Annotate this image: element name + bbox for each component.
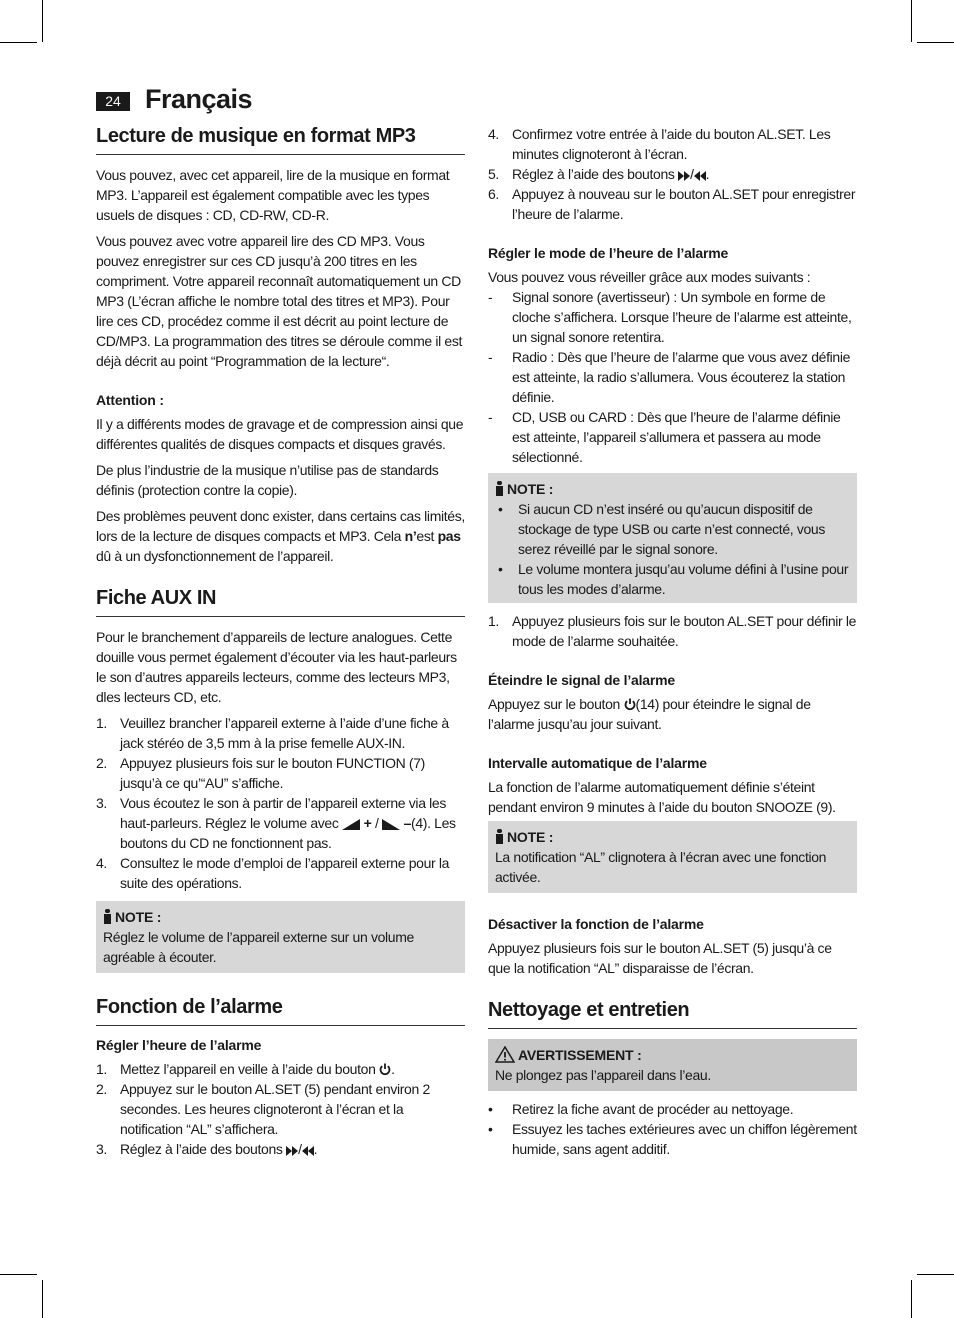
item-text: (4). Les boutons du CD ne fonctionnent pas. <box>120 815 456 851</box>
paragraph: La fonction de l’alarme automatiquement définie s’éteint pendant environ 9 minutes à l’aide du bouton SNOOZE (9). <box>488 779 836 815</box>
bullet: • <box>498 501 503 517</box>
item-text: Appuyez sur le bouton AL.SET (5) pendant environ 2 secondes. Les heures clignoteront à l’écran et la notification “AL” s’affichera. <box>120 1081 430 1137</box>
item-number: 6. <box>488 186 499 202</box>
text: / <box>371 815 383 831</box>
language-heading: Français <box>145 84 253 114</box>
note-box <box>488 473 857 603</box>
item-text: Vous écoutez le son à partir de l’appareil externe via les haut-parleurs. Réglez le volume avec <box>120 795 447 831</box>
paragraph: Vous pouvez vous réveiller grâce aux modes suivants : <box>488 269 811 285</box>
bullet: • <box>488 1121 493 1137</box>
crop-mark <box>0 42 37 43</box>
text: est <box>416 528 438 544</box>
item-text: Consultez le mode d’emploi de l’appareil externe pour la suite des opérations. <box>120 855 450 891</box>
dash-marker: - <box>488 289 493 305</box>
crop-mark <box>42 1280 43 1318</box>
subsection-title: Intervalle automatique de l’alarme <box>488 755 707 771</box>
list-item <box>488 611 857 651</box>
list-item <box>96 713 465 753</box>
list-item <box>96 753 465 793</box>
text: (14) pour éteindre le signal de l’alarme jusqu’au jour suivant. <box>488 696 811 732</box>
crop-mark <box>911 0 912 42</box>
list-item <box>495 559 850 599</box>
alarm-steps-continued <box>488 124 857 224</box>
crop-mark <box>0 1274 37 1275</box>
list-item: 5. Réglez à l’aide des boutons / . <box>488 166 710 182</box>
list-item <box>488 124 857 164</box>
power-icon <box>379 1063 391 1076</box>
item-text: Appuyez à nouveau sur le bouton AL.SET pour enregistrer l’heure de l’alarme. <box>512 186 856 222</box>
paragraph: De plus l’industrie de la musique n’utilise pas de standards définis (protection contre la copie). <box>96 462 439 498</box>
crop-mark <box>911 1280 912 1318</box>
list-item <box>96 1059 465 1079</box>
list-item <box>495 499 850 559</box>
item-text: Confirmez votre entrée à l’aide du bouton AL.SET. Les minutes clignoteront à l’écran. <box>512 126 831 162</box>
crop-mark <box>42 0 43 42</box>
text-bold: – <box>403 815 412 831</box>
text: . <box>313 1141 318 1157</box>
bullet: • <box>498 561 503 577</box>
warning-box <box>488 1039 857 1091</box>
warning-title-text: AVERTISSEMENT : <box>518 1047 642 1063</box>
item-number: 4. <box>488 126 499 142</box>
warning-title <box>495 1045 850 1065</box>
paragraph <box>488 694 857 734</box>
item-number: 1. <box>96 1061 107 1077</box>
fast-forward-icon <box>678 171 690 181</box>
list-item: 3. Réglez à l’aide des boutons / . <box>96 1141 318 1157</box>
note-box <box>488 821 857 893</box>
item-number: 5. <box>488 166 499 182</box>
volume-down-icon <box>382 819 400 830</box>
note-title <box>103 907 458 927</box>
dash-marker: - <box>488 349 493 365</box>
rewind-icon <box>694 171 706 181</box>
subsection-title: Régler l’heure de l’alarme <box>96 1037 262 1053</box>
list-item <box>488 347 857 407</box>
paragraph: Vous pouvez, avec cet appareil, lire de la musique en format MP3. L’appareil est également compatible avec les types usuels de disques : CD, CD-RW, CD-R. <box>96 167 450 223</box>
text: . <box>391 1061 395 1077</box>
section-title-alarm: Fonction de l’alarme <box>96 995 465 1026</box>
subsection-title: Régler le mode de l’heure de l’alarme <box>488 245 729 261</box>
item-number: 4. <box>96 855 107 871</box>
paragraph: Vous pouvez avec votre appareil lire des CD MP3. Vous pouvez enregistrer sur ces CD jusqu’à 200 titres en les compriment. Votre appareil reconnaît automatiquement un CD MP3 (L’écran affiche le nombre total des titres et MP3). Pour lire ces CD, procédez comme il est décrit au point lecture de CD/MP3. La programmation des titres se déroule comme il est déjà décrit au point “Programmation de la lecture“. <box>96 233 463 369</box>
item-text: Mettez l’appareil en veille à l’aide du bouton <box>120 1061 380 1077</box>
note-text: La notification “AL” clignotera à l’écran avec une fonction activée. <box>495 849 827 885</box>
alarm-steps <box>96 1059 465 1159</box>
item-number: 1. <box>96 715 107 731</box>
text: Des problèmes peuvent donc exister, dans certains cas limités, lors de la lecture de disques compacts et MP3. Cela <box>96 508 465 544</box>
info-icon <box>103 909 112 924</box>
mode-steps <box>488 611 857 651</box>
text: . <box>705 166 710 182</box>
item-text: Si aucun CD n’est inséré ou qu’aucun dispositif de stockage de type USB ou carte n’est connecté, vous serez réveillé par le signal sonore. <box>518 501 826 557</box>
list-item <box>488 287 857 347</box>
subsection-title: Désactiver la fonction de l’alarme <box>488 916 704 932</box>
item-text: Le volume montera jusqu’au volume défini à l’usine pour tous les modes d’alarme. <box>518 561 849 597</box>
note-title-text: NOTE : <box>507 829 554 845</box>
left-column <box>96 124 465 1165</box>
note-title <box>495 479 850 499</box>
item-number: 2. <box>96 755 107 771</box>
warning-triangle-icon <box>495 1046 515 1063</box>
text: Appuyez sur le bouton <box>488 696 624 712</box>
warning-text: Ne plongez pas l’appareil dans l’eau. <box>495 1067 711 1083</box>
item-text: Réglez à l’aide des boutons <box>512 166 679 182</box>
mode-list <box>488 287 857 467</box>
paragraph: Appuyez plusieurs fois sur le bouton AL.SET (5) jusqu’à ce que la notification “AL” disparaisse de l’écran. <box>488 940 832 976</box>
page-number: 24 <box>96 92 130 111</box>
text: dû à un dysfonctionnement de l’appareil. <box>96 548 334 564</box>
fast-forward-icon <box>286 1146 298 1156</box>
item-text: Réglez à l’aide des boutons <box>120 1141 287 1157</box>
section-title-mp3: Lecture de musique en format MP3 <box>96 124 465 155</box>
list-item <box>488 184 857 224</box>
list-item <box>96 793 465 853</box>
info-icon <box>495 481 504 496</box>
note-text: Réglez le volume de l’appareil externe sur un volume agréable à écouter. <box>103 929 414 965</box>
item-text: Radio : Dès que l’heure de l’alarme que vous avez définie est atteinte, la radio s’allumera. Vous écouterez la station définie. <box>512 349 851 405</box>
item-number: 2. <box>96 1081 107 1097</box>
bullet: • <box>488 1101 493 1117</box>
text-bold: n’ <box>404 528 417 544</box>
right-column <box>488 124 857 1165</box>
text-bold: + <box>363 815 372 831</box>
aux-steps <box>96 713 465 893</box>
rewind-icon <box>302 1146 314 1156</box>
item-text: Retirez la fiche avant de procéder au nettoyage. <box>512 1101 794 1117</box>
list-item <box>488 1119 857 1159</box>
paragraph: Il y a différents modes de gravage et de compression ainsi que différentes qualités de disques compacts et disques gravés. <box>96 416 464 452</box>
info-icon <box>495 829 504 844</box>
crop-mark <box>917 1274 954 1275</box>
list-item <box>96 1079 465 1139</box>
paragraph <box>96 506 465 566</box>
item-text: Veuillez brancher l’appareil externe à l’aide d’une fiche à jack stéréo de 3,5 mm à la prise femelle AUX-IN. <box>120 715 449 751</box>
note-title-text: NOTE : <box>507 481 554 497</box>
item-text: Essuyez les taches extérieures avec un chiffon légèrement humide, sans agent additif. <box>512 1121 857 1157</box>
subsection-title-attention: Attention : <box>96 392 164 408</box>
item-text: CD, USB ou CARD : Dès que l’heure de l’alarme définie est atteinte, l’appareil s’allumera et passera au mode sélectionné. <box>512 409 841 465</box>
crop-mark <box>917 42 954 43</box>
list-item <box>488 407 857 467</box>
item-number: 1. <box>488 613 499 629</box>
text-bold: pas <box>437 528 461 544</box>
paragraph: Pour le branchement d’appareils de lecture analogues. Cette douille vous permet également d’écouter via les haut-parleurs le son d’autres appareils lecteurs, comme des lecteurs MP3, dles lecteurs CD, etc. <box>96 629 457 705</box>
volume-up-icon <box>342 819 360 830</box>
list-item <box>96 853 465 893</box>
section-title-aux: Fiche AUX IN <box>96 586 465 617</box>
cleaning-list <box>488 1099 857 1159</box>
note-list <box>495 499 850 599</box>
dash-marker: - <box>488 409 493 425</box>
subsection-title: Éteindre le signal de l’alarme <box>488 672 675 688</box>
list-item <box>488 1099 857 1119</box>
item-number: 3. <box>96 1141 107 1157</box>
item-text: Appuyez plusieurs fois sur le bouton AL.SET pour définir le mode de l’alarme souhaitée. <box>512 613 857 649</box>
item-number: 3. <box>96 795 107 811</box>
section-title-cleaning: Nettoyage et entretien <box>488 998 857 1029</box>
note-title-text: NOTE : <box>115 909 162 925</box>
item-text: Appuyez plusieurs fois sur le bouton FUNCTION (7) jusqu’à ce qu’“AU” s’affiche. <box>120 755 425 791</box>
item-text: Signal sonore (avertisseur) : Un symbole en forme de cloche s’affichera. Lorsque l’heure de l’alarme est atteinte, un signal sonore retentira. <box>512 289 852 345</box>
power-icon <box>624 698 636 711</box>
note-title <box>495 827 850 847</box>
note-box <box>96 901 465 973</box>
